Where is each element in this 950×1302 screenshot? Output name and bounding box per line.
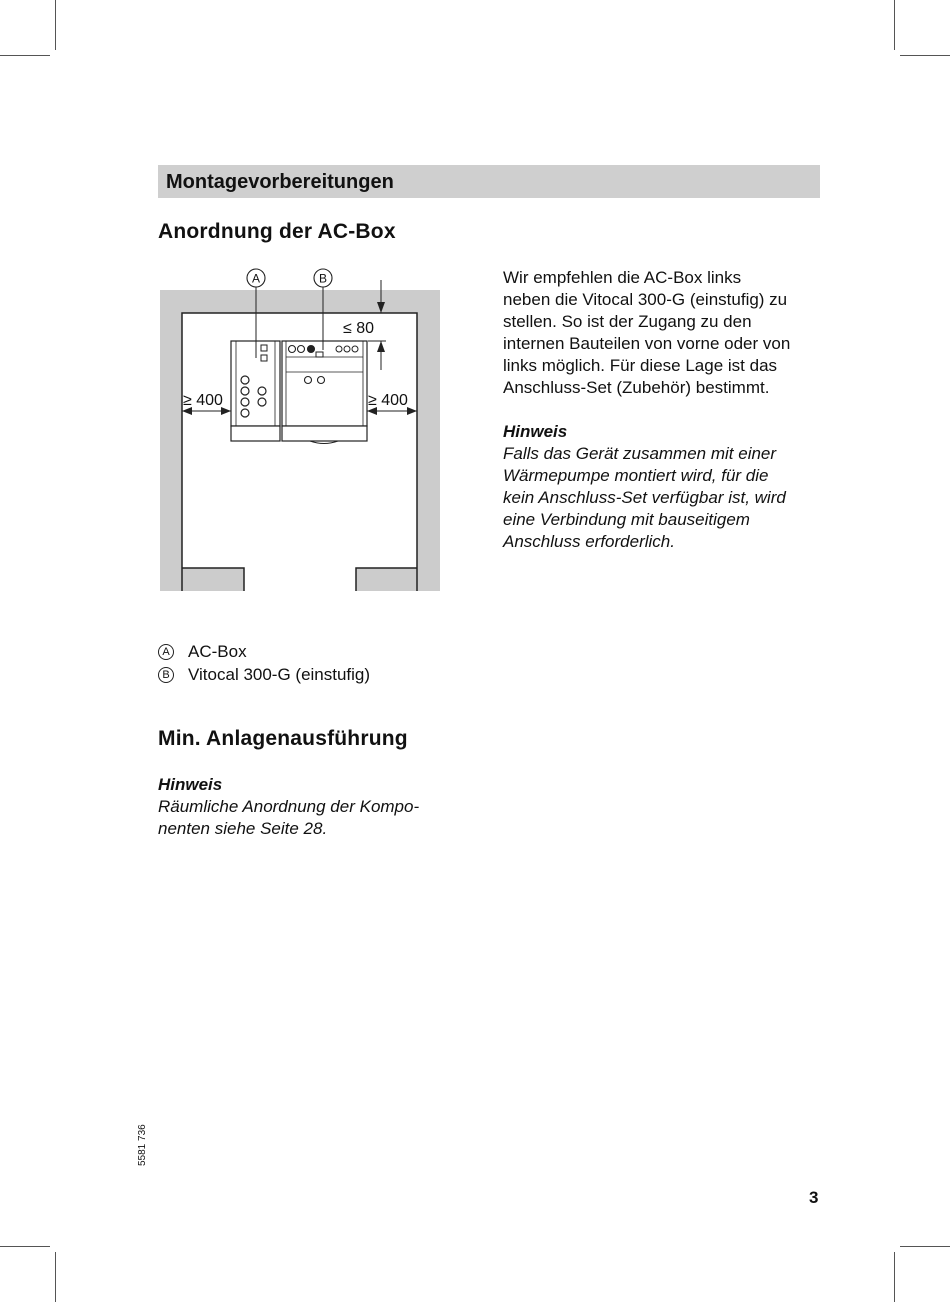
crop-mark (55, 0, 56, 50)
crop-mark (900, 55, 950, 56)
legend-label: Vitocal 300-G (einstufig) (188, 664, 371, 684)
note-title: Hinweis (158, 775, 223, 794)
dim-right-label: ≥ 400 (368, 392, 408, 409)
min-installation-heading: Min. Anlagenausführung (158, 727, 408, 750)
crop-mark (0, 1246, 50, 1247)
crop-mark (55, 1252, 56, 1302)
legend-item (158, 640, 370, 663)
section-title: Montagevorbereitungen (166, 171, 394, 193)
callout-b-label: B (318, 271, 328, 286)
min-installation-note (158, 774, 478, 840)
crop-mark (894, 1252, 895, 1302)
text-line: Wir empfehlen die AC-Box links (503, 268, 742, 287)
note-line: Anschluss erforderlich. (503, 532, 675, 551)
note-line: kein Anschluss-Set verfügbar ist, wird (503, 488, 786, 507)
arrangement-heading: Anordnung der AC-Box (158, 220, 396, 243)
crop-mark (900, 1246, 950, 1247)
legend-label: AC-Box (188, 641, 247, 661)
arrangement-note (503, 421, 833, 553)
legend-letter: A (158, 644, 174, 660)
dim-top-label: ≤ 80 (343, 320, 375, 337)
legend-item (158, 663, 370, 686)
legend-letter: B (158, 667, 174, 683)
crop-mark (0, 55, 50, 56)
installation-diagram (150, 262, 450, 602)
vitocal-unit (282, 341, 367, 444)
page-number: 3 (809, 1188, 819, 1207)
text-line: Anschluss-Set (Zubehör) bestimmt. (503, 378, 770, 397)
dimension-left (182, 392, 231, 415)
document-number: 5581 736 (137, 1124, 148, 1166)
text-line: links möglich. Für diese Lage ist das (503, 356, 778, 375)
section-header (158, 165, 820, 198)
dimension-right (367, 392, 417, 415)
diagram-legend (158, 640, 370, 686)
dim-left-label: ≥ 400 (183, 392, 223, 409)
callout-a-label: A (251, 271, 261, 286)
note-title: Hinweis (503, 422, 568, 441)
note-line: Räumliche Anordnung der Kompo- (158, 797, 420, 816)
text-line: internen Bauteilen von vorne oder von (503, 334, 791, 353)
note-line: eine Verbindung mit bauseitigem (503, 510, 750, 529)
text-line: stellen. So ist der Zugang zu den (503, 312, 752, 331)
arrangement-text (503, 267, 833, 399)
note-line: Wärmepumpe montiert wird, für die (503, 466, 769, 485)
note-line: Falls das Gerät zusammen mit einer (503, 444, 777, 463)
crop-mark (894, 0, 895, 50)
text-line: neben die Vitocal 300-G (einstufig) zu (503, 290, 788, 309)
note-line: nenten siehe Seite 28. (158, 819, 328, 838)
